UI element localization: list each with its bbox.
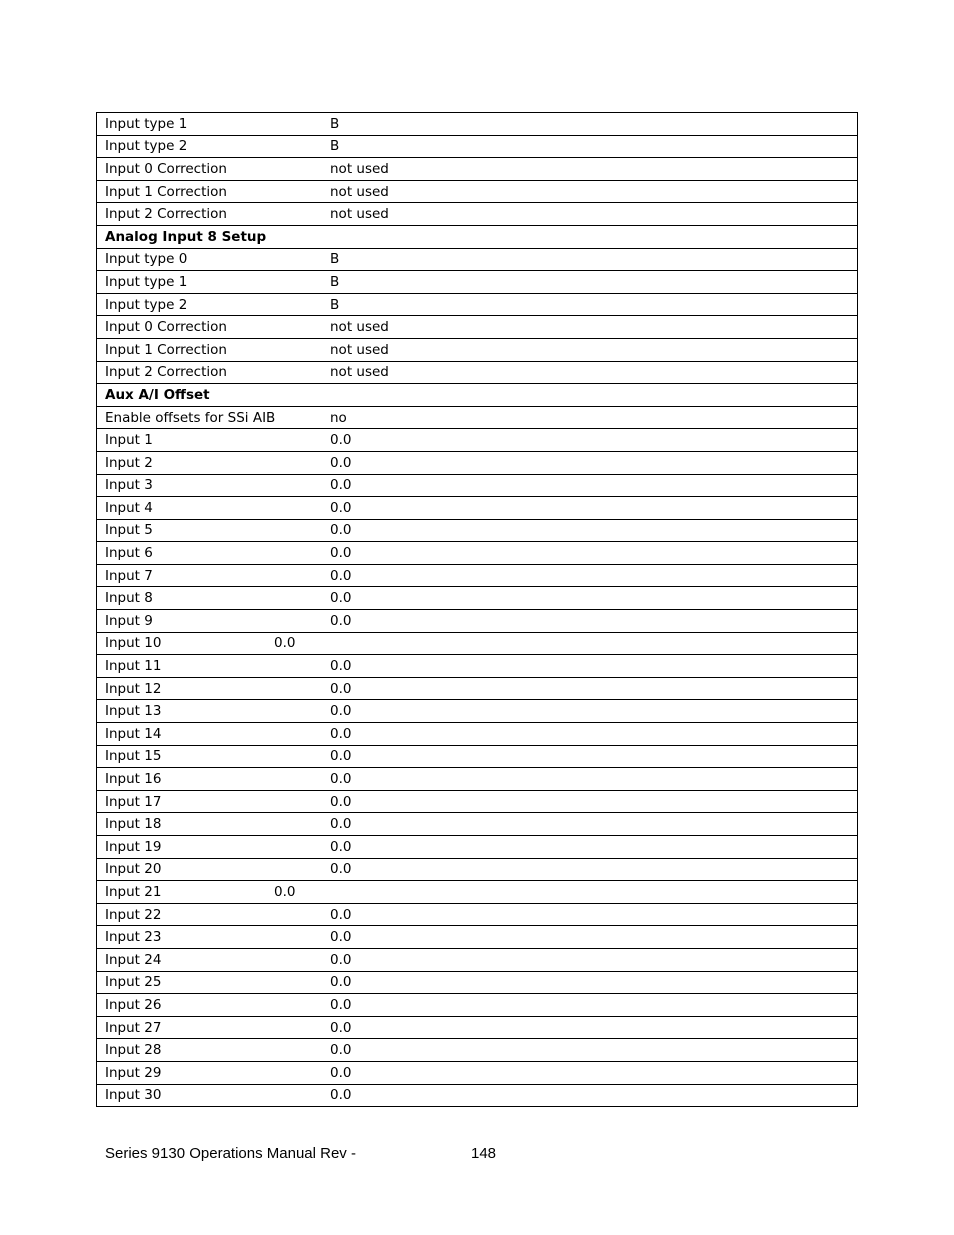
row-label: Input 25 <box>97 971 322 994</box>
row-label: Input 11 <box>97 655 322 678</box>
row-label: Input 13 <box>97 700 322 723</box>
table-row <box>97 745 858 768</box>
row-label: Input 10 <box>105 635 162 652</box>
row-label: Input 28 <box>97 1039 322 1062</box>
table-row <box>97 1039 858 1062</box>
table-row <box>97 564 858 587</box>
table-row <box>97 655 858 678</box>
table-row <box>97 429 858 452</box>
row-label: Input 6 <box>97 542 322 565</box>
table-row <box>97 474 858 497</box>
table-row <box>97 135 858 158</box>
row-value: 0.0 <box>274 635 296 652</box>
row-label: Input 5 <box>97 519 322 542</box>
table-row <box>97 971 858 994</box>
table-row <box>97 610 858 633</box>
row-value: not used <box>321 158 858 181</box>
row-label: Input 14 <box>97 723 322 746</box>
table-row <box>97 497 858 520</box>
section-header-row <box>97 384 858 407</box>
row-value: B <box>321 271 858 294</box>
row-value: not used <box>321 203 858 226</box>
row-value: not used <box>321 338 858 361</box>
row-value: 0.0 <box>321 813 858 836</box>
table-row <box>97 994 858 1017</box>
row-label: Input 23 <box>97 926 322 949</box>
table-row <box>97 1061 858 1084</box>
table-row <box>97 587 858 610</box>
row-value: 0.0 <box>321 700 858 723</box>
row-value: 0.0 <box>321 1061 858 1084</box>
row-value: B <box>321 135 858 158</box>
section-header-row <box>97 225 858 248</box>
row-value: 0.0 <box>321 994 858 1017</box>
table-row <box>97 316 858 339</box>
row-label: Input 24 <box>97 948 322 971</box>
row-label: Input 22 <box>97 903 322 926</box>
table-row <box>97 881 858 904</box>
row-label: Enable offsets for SSi AIB <box>97 406 322 429</box>
row-value: B <box>321 293 858 316</box>
row-label: Input 20 <box>97 858 322 881</box>
section-header: Analog Input 8 Setup <box>97 225 858 248</box>
row-cell <box>97 632 858 655</box>
row-value: 0.0 <box>321 497 858 520</box>
row-value: 0.0 <box>321 610 858 633</box>
row-label: Input 3 <box>97 474 322 497</box>
row-label: Input 1 Correction <box>97 180 322 203</box>
row-value: 0.0 <box>321 948 858 971</box>
table-row <box>97 858 858 881</box>
table-row <box>97 903 858 926</box>
table-row <box>97 338 858 361</box>
table-row <box>97 158 858 181</box>
row-value: 0.0 <box>321 903 858 926</box>
row-value: 0.0 <box>321 429 858 452</box>
table-row <box>97 790 858 813</box>
table-row <box>97 723 858 746</box>
settings-table-body <box>97 113 858 1107</box>
table-row <box>97 836 858 859</box>
row-label: Input 19 <box>97 836 322 859</box>
row-value: 0.0 <box>321 971 858 994</box>
row-label: Input type 1 <box>97 113 322 136</box>
row-label: Input 8 <box>97 587 322 610</box>
table-row <box>97 519 858 542</box>
row-label: Input 29 <box>97 1061 322 1084</box>
row-value: 0.0 <box>321 564 858 587</box>
row-value: 0.0 <box>321 519 858 542</box>
row-label: Input 2 <box>97 451 322 474</box>
row-value: not used <box>321 316 858 339</box>
section-header: Aux A/I Offset <box>97 384 858 407</box>
row-label: Input 2 Correction <box>97 203 322 226</box>
row-value: no <box>321 406 858 429</box>
row-label: Input 12 <box>97 677 322 700</box>
row-value: 0.0 <box>321 858 858 881</box>
table-row <box>97 406 858 429</box>
row-value: 0.0 <box>274 883 296 900</box>
table-row <box>97 271 858 294</box>
table-row <box>97 451 858 474</box>
row-label: Input 30 <box>97 1084 322 1107</box>
row-value: 0.0 <box>321 836 858 859</box>
row-label: Input 7 <box>97 564 322 587</box>
row-value: not used <box>321 180 858 203</box>
row-label: Input 26 <box>97 994 322 1017</box>
table-row <box>97 1084 858 1107</box>
table-row <box>97 248 858 271</box>
row-value: 0.0 <box>321 677 858 700</box>
table-row <box>97 203 858 226</box>
row-label: Input 0 Correction <box>97 158 322 181</box>
row-value: 0.0 <box>321 542 858 565</box>
row-label: Input type 2 <box>97 135 322 158</box>
table-row <box>97 180 858 203</box>
table-row <box>97 542 858 565</box>
row-label: Input type 0 <box>97 248 322 271</box>
row-value: 0.0 <box>321 745 858 768</box>
row-value: 0.0 <box>321 1084 858 1107</box>
row-value: 0.0 <box>321 723 858 746</box>
table-row <box>97 948 858 971</box>
row-label: Input 15 <box>97 745 322 768</box>
row-label: Input type 1 <box>97 271 322 294</box>
row-value: 0.0 <box>321 926 858 949</box>
row-label: Input 18 <box>97 813 322 836</box>
row-value: 0.0 <box>321 1016 858 1039</box>
row-label: Input 1 <box>97 429 322 452</box>
row-value: 0.0 <box>321 655 858 678</box>
row-value: not used <box>321 361 858 384</box>
table-row <box>97 926 858 949</box>
row-cell <box>97 881 858 904</box>
row-label: Input 0 Correction <box>97 316 322 339</box>
table-row <box>97 632 858 655</box>
page-number: 148 <box>471 1145 497 1162</box>
row-label: Input 21 <box>105 883 162 900</box>
row-label: Input 2 Correction <box>97 361 322 384</box>
table-row <box>97 293 858 316</box>
row-label: Input 16 <box>97 768 322 791</box>
table-row <box>97 361 858 384</box>
row-value: B <box>321 248 858 271</box>
row-label: Input 9 <box>97 610 322 633</box>
settings-table <box>96 112 858 1107</box>
row-value: 0.0 <box>321 451 858 474</box>
row-label: Input type 2 <box>97 293 322 316</box>
table-row <box>97 677 858 700</box>
table-row <box>97 700 858 723</box>
row-label: Input 4 <box>97 497 322 520</box>
row-label: Input 27 <box>97 1016 322 1039</box>
row-value: 0.0 <box>321 587 858 610</box>
row-value: 0.0 <box>321 790 858 813</box>
table-row <box>97 813 858 836</box>
row-label: Input 17 <box>97 790 322 813</box>
row-value: 0.0 <box>321 474 858 497</box>
table-row <box>97 113 858 136</box>
table-row <box>97 768 858 791</box>
table-row <box>97 1016 858 1039</box>
row-value: 0.0 <box>321 768 858 791</box>
row-value: 0.0 <box>321 1039 858 1062</box>
row-label: Input 1 Correction <box>97 338 322 361</box>
row-value: B <box>321 113 858 136</box>
footer-title: Series 9130 Operations Manual Rev - <box>105 1145 356 1162</box>
